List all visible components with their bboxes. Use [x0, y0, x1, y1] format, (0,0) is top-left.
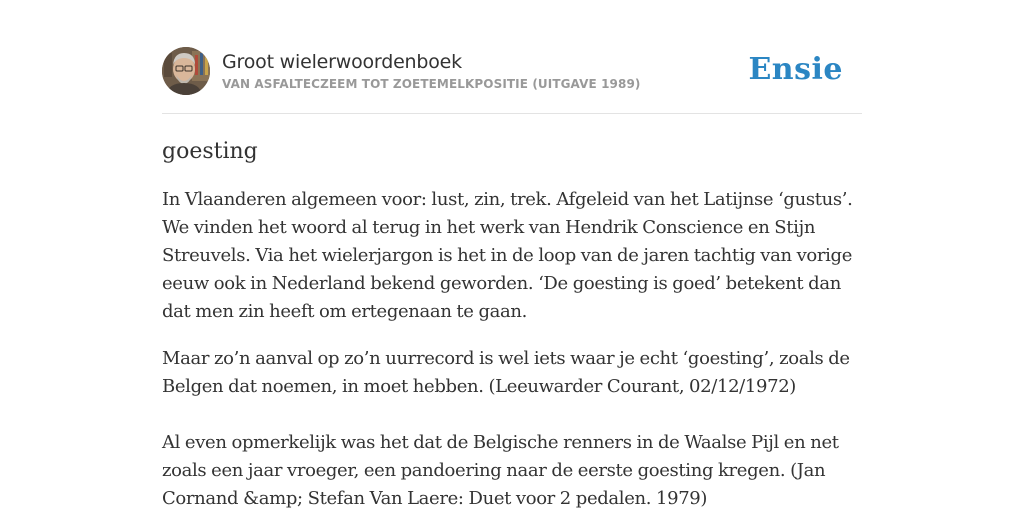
author-portrait-icon [162, 47, 210, 95]
content-container [162, 46, 862, 512]
example-quote: Maar zo’n aanval op zo’n uurrecord is wel iets waar je echt ‘goesting’, zoals de Belgen dat noemen, in moet hebben. (Leeuwarder Courant, 02/12/1972) [162, 348, 850, 397]
brand-logo[interactable]: Ensie [748, 52, 843, 87]
divider [162, 113, 862, 114]
entry-definition: In Vlaanderen algemeen voor: lust, zin, trek. Afgeleid van het Latijnse ‘gustus’. We vinden het woord al terug in het werk van Hendrik Conscience en Stijn Streuvels. Via het wielerjargon is het in de loop van de jaren tachtig van vorige eeuw ook in Nederland bekend geworden. ‘De goesting is goed’ betekent dan dat men zin heeft om ertegenaan te gaan. [162, 189, 853, 322]
book-title[interactable]: Groot wielerwoordenboek [222, 50, 462, 73]
avatar[interactable] [162, 47, 210, 95]
book-subtitle: VAN ASFALTECZEEM TOT ZOETEMELKPOSITIE (UITGAVE 1989) [222, 76, 641, 91]
book-info [222, 51, 640, 92]
header [162, 46, 862, 96]
example-quote: Al even opmerkelijk was het dat de Belgische renners in de Waalse Pijl en net zoals een jaar vroeger, een pandoering naar de eerste goesting kregen. (Jan Cornand &amp; Stefan Van Laere: Duet voor 2 pedalen. 1979) [162, 432, 839, 509]
entry-term: goesting [162, 139, 258, 164]
